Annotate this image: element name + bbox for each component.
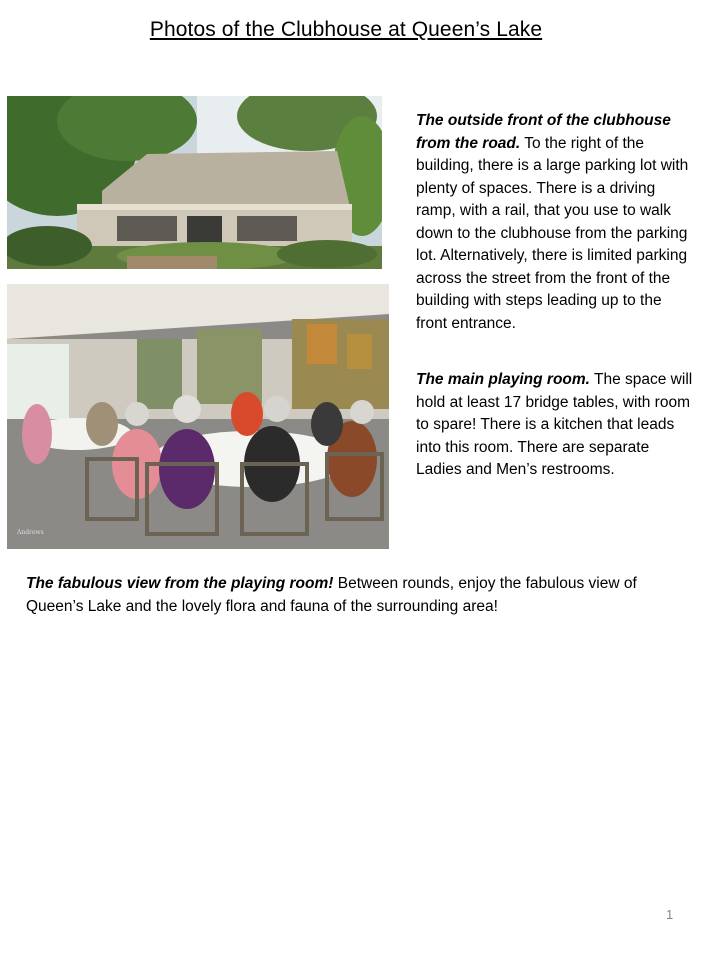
clubhouse-exterior-photo <box>7 96 382 269</box>
playing-room-caption-body: The space will hold at least 17 bridge tables, with room to spare! There is a kitchen that leads into this room. There are separate Ladies and Men’s restrooms. <box>416 371 693 478</box>
view-caption-body: Between rounds, enjoy the fabulous view of Queen’s Lake and the lovely flora and fauna of the surrounding area! <box>26 575 637 615</box>
view-caption <box>26 573 686 618</box>
playing-room-caption <box>416 369 696 482</box>
playing-room-photo <box>7 284 389 549</box>
view-caption-heading: The fabulous view from the playing room! <box>26 575 334 592</box>
page-number: 1 <box>666 907 674 922</box>
photo-watermark: Andrews <box>17 529 44 536</box>
page-title: Photos of the Clubhouse at Queen’s Lake <box>149 18 543 41</box>
outside-caption-heading: The outside front of the clubhouse from the road. <box>416 112 671 152</box>
playing-room-caption-heading: The main playing room. <box>416 371 590 388</box>
outside-caption-body: To the right of the building, there is a large parking lot with plenty of spaces. There is a driving ramp, with a rail, that you use to walk down to the clubhouse from the parking lot. Alternatively, there is limited parking across the street from the front of the building with steps leading up to the front entrance. <box>416 134 689 332</box>
outside-caption <box>416 110 696 335</box>
